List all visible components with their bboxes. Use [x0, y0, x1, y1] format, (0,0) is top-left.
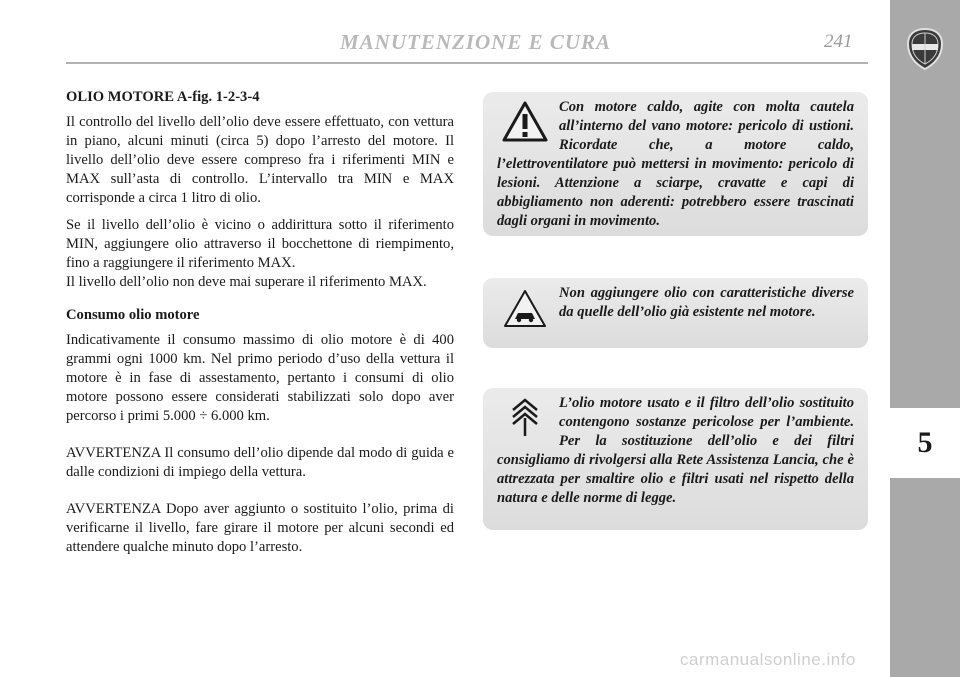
warning-triangle-icon	[501, 100, 549, 144]
chapter-tab: 5	[890, 408, 960, 478]
paragraph: Il livello dell’olio non deve mai superare il riferimento MAX.	[66, 274, 427, 290]
warning-box-oil-type	[483, 278, 868, 348]
paragraph: AVVERTENZA Il consumo dell’olio dipende dal modo di guida e dalle condizioni di impiego della vettura.	[66, 445, 454, 480]
page-header-title: MANUTENZIONE E CURA	[340, 30, 612, 54]
paragraph: AVVERTENZA Dopo aver aggiunto o sostituito l’olio, prima di verificarne il livello, fare girare il motore per alcuni secondi ed attendere qualche minuto dopo l’arresto.	[66, 501, 454, 555]
paragraph: Indicativamente il consumo massimo di olio motore è di 400 grammi ogni 1000 km. Nel primo periodo d’uso della vettura il motore è in fase di assestamento, pertanto i consumi di olio motore possono essere considerati stabilizzati solo dopo aver percorso i primi 5.000 ÷ 6.000 km.	[66, 332, 454, 424]
warning-box-hot-engine	[483, 92, 868, 236]
header-divider	[66, 62, 868, 64]
subsection-heading: Consumo olio motore	[66, 307, 200, 323]
environment-icon	[501, 396, 549, 440]
warning-text: Con motore caldo, agite con molta cautela all’interno del vano motore: pericolo di ustioni. Ricordate che, a motore caldo, l’elettroventilatore può mettersi in movimento: pericolo di lesioni. Attenzione a sciarpe, cravatte e capi di abbigliamento non aderenti: potrebbero essere trascinati dagli organi in movimento.	[497, 99, 854, 229]
warning-text: Non aggiungere olio con caratteristiche diverse da quelle dell’olio già esistente nel motore.	[559, 285, 854, 320]
warning-text: L’olio motore usato e il filtro dell’olio sostituito contengono sostanze pericolose per l’ambiente. Per la sostituzione dell’olio e dei filtri consigliamo di rivolgersi alla Rete Assistenza Lancia, che è attrezzata per smaltire olio e filtri usati nel rispetto della natura e delle norme di legge.	[497, 395, 854, 506]
watermark-text: carmanualsonline.info	[680, 650, 856, 669]
main-text-column	[66, 88, 454, 565]
side-strip	[890, 0, 960, 677]
car-caution-icon	[501, 286, 549, 330]
warning-box-environment	[483, 388, 868, 530]
paragraph: Il controllo del livello dell’olio deve essere effettuato, con vettura in piano, alcuni minuti (circa 5) dopo l’arresto del motore. Il livello dell’olio deve essere compreso fra i riferimenti MIN e MAX sull’asta di controllo. L’intervallo tra MIN e MAX corrisponde a circa 1 litro di olio.	[66, 114, 454, 206]
page-number: 241	[824, 31, 853, 52]
section-heading: OLIO MOTORE A-fig. 1-2-3-4	[66, 89, 260, 105]
lancia-logo-icon	[906, 27, 944, 71]
paragraph: Se il livello dell’olio è vicino o addirittura sotto il riferimento MIN, aggiungere olio attraverso il bocchettone di riempimento, fino a raggiungere il riferimento MAX.	[66, 217, 454, 271]
